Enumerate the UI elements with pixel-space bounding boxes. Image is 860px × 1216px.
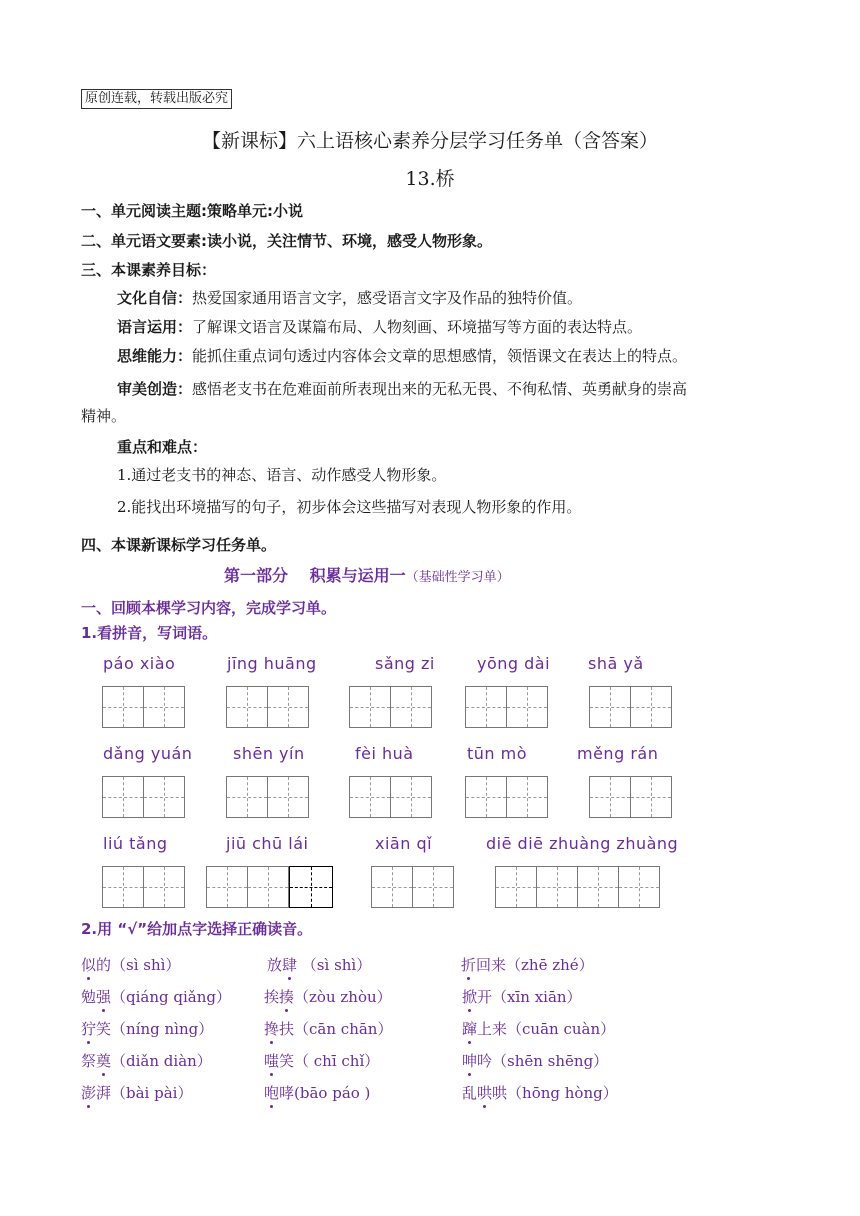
writing-cell[interactable] — [390, 686, 432, 728]
pinyin-label: shēn yín — [233, 744, 305, 763]
page-title: 【新课标】六上语核心素养分层学习任务单（含答案） — [201, 130, 658, 152]
pinyin-label: fèi huà — [355, 744, 414, 763]
choice-item[interactable]: 蹿上来（cuān cuàn） — [462, 1020, 616, 1038]
lesson-title: 13.桥 — [405, 168, 455, 190]
choice-item[interactable]: 狞笑（níng nìng） — [81, 1020, 214, 1038]
choice-item[interactable]: 嗤笑（ chī chǐ） — [264, 1052, 380, 1070]
section-3-heading: 三、本课素养目标： — [81, 261, 217, 279]
pinyin-label: páo xiào — [103, 654, 176, 673]
part-1-title: 第一部分 积累与运用一 — [224, 566, 406, 585]
pinyin-label: shā yǎ — [588, 654, 644, 673]
key-points-label: 重点和难点： — [117, 438, 208, 456]
writing-cell[interactable] — [589, 686, 631, 728]
pinyin-label: tūn mò — [467, 744, 528, 763]
goal-aesthetic — [117, 378, 687, 399]
writing-cell[interactable] — [143, 686, 185, 728]
choice-item[interactable]: 咆哮(bāo páo ) — [264, 1084, 371, 1102]
choice-item[interactable]: 祭奠（diǎn diàn） — [81, 1052, 212, 1070]
choice-item[interactable]: 挨揍（zòu zhòu） — [264, 988, 392, 1006]
goal-language — [117, 316, 642, 337]
writing-cell[interactable] — [267, 776, 309, 818]
part-1-heading — [224, 563, 510, 586]
key-point-1: 1.通过老支书的神态、语言、动作感受人物形象。 — [117, 466, 447, 484]
writing-cell[interactable] — [226, 776, 268, 818]
choice-item[interactable]: 折回来（zhē zhé） — [461, 956, 594, 974]
writing-cell[interactable] — [506, 776, 548, 818]
goal-thinking-label: 思维能力： — [117, 347, 193, 365]
writing-cell[interactable] — [465, 686, 507, 728]
question-2-instruction: 2.用 “√”给加点字选择正确读音。 — [81, 920, 313, 938]
writing-cell[interactable] — [102, 776, 144, 818]
goal-thinking-text: 能抓住重点词句透过内容体会文章的思想感情，领悟课文在表达上的特点。 — [192, 347, 688, 365]
pinyin-label: sǎng zi — [375, 654, 435, 673]
writing-cell[interactable] — [143, 776, 185, 818]
pinyin-label: liú tǎng — [103, 834, 168, 853]
key-point-2: 2.能找出环境描写的句子，初步体会这些描写对表现人物形象的作用。 — [117, 498, 582, 516]
writing-cell[interactable] — [247, 866, 289, 908]
goal-thinking — [117, 345, 687, 366]
writing-cell[interactable] — [506, 686, 548, 728]
pinyin-label: jiū chū lái — [226, 834, 309, 853]
goal-aesthetic-label: 审美创造： — [117, 380, 193, 398]
pinyin-label: měng rán — [577, 744, 659, 763]
goal-culture-label: 文化自信： — [117, 289, 193, 307]
choice-item[interactable]: 勉强（qiáng qiǎng） — [81, 988, 232, 1006]
goal-language-label: 语言运用： — [117, 318, 193, 336]
choice-item[interactable]: 搀扶（cān chān） — [264, 1020, 393, 1038]
writing-cell[interactable] — [618, 866, 660, 908]
choice-item[interactable]: 乱哄哄（hōng hòng） — [462, 1084, 618, 1102]
choice-item[interactable]: 澎湃（bài pài） — [81, 1084, 193, 1102]
writing-cell[interactable] — [349, 686, 391, 728]
choice-item[interactable]: 放肆 （sì shì） — [267, 956, 372, 974]
writing-cell[interactable] — [226, 686, 268, 728]
writing-cell[interactable] — [630, 686, 672, 728]
writing-cell[interactable] — [206, 866, 248, 908]
writing-cell[interactable] — [102, 866, 144, 908]
goal-culture-text: 热爱国家通用语言文字，感受语言文字及作品的独特价值。 — [192, 289, 583, 307]
writing-cell[interactable] — [390, 776, 432, 818]
question-1-heading: 一、回顾本棵学习内容，完成学习单。 — [81, 599, 337, 617]
choice-item[interactable]: 呻吟（shēn shēng） — [462, 1052, 609, 1070]
pinyin-label: dǎng yuán — [103, 744, 193, 763]
question-1-instruction: 1.看拼音，写词语。 — [81, 624, 218, 642]
writing-cell[interactable] — [267, 686, 309, 728]
writing-cell[interactable] — [536, 866, 578, 908]
pinyin-label: yōng dài — [477, 654, 551, 673]
writing-cell[interactable] — [349, 776, 391, 818]
section-1-heading: 一、单元阅读主题:策略单元:小说 — [81, 202, 303, 220]
writing-cell[interactable] — [589, 776, 631, 818]
writing-cell[interactable] — [371, 866, 413, 908]
section-2-heading: 二、单元语文要素:读小说，关注情节、环境，感受人物形象。 — [81, 232, 493, 250]
writing-cell[interactable] — [495, 866, 537, 908]
writing-cell[interactable] — [630, 776, 672, 818]
writing-cell[interactable] — [465, 776, 507, 818]
choice-item[interactable]: 似的（sì shì） — [81, 956, 181, 974]
goal-aesthetic-continued: 精神。 — [81, 407, 127, 425]
writing-cell[interactable] — [412, 866, 454, 908]
goal-language-text: 了解课文语言及谋篇布局、人物刻画、环境描写等方面的表达特点。 — [192, 318, 643, 336]
choice-item[interactable]: 掀开（xīn xiān） — [462, 988, 582, 1006]
pinyin-label: diē diē zhuàng zhuàng — [486, 834, 679, 853]
writing-cell[interactable] — [289, 866, 333, 908]
pinyin-label: xiān qǐ — [375, 834, 433, 853]
copyright-stamp: 原创连载，转载出版必究 — [81, 89, 232, 109]
writing-cell[interactable] — [577, 866, 619, 908]
goal-culture — [117, 287, 582, 308]
part-1-subtitle: （基础性学习单） — [405, 570, 510, 585]
writing-cell[interactable] — [143, 866, 185, 908]
writing-cell[interactable] — [102, 686, 144, 728]
goal-aesthetic-text: 感悟老支书在危难面前所表现出来的无私无畏、不徇私情、英勇献身的崇高 — [192, 380, 688, 398]
pinyin-label: jīng huāng — [227, 654, 317, 673]
section-4-heading: 四、本课新课标学习任务单。 — [81, 536, 277, 554]
